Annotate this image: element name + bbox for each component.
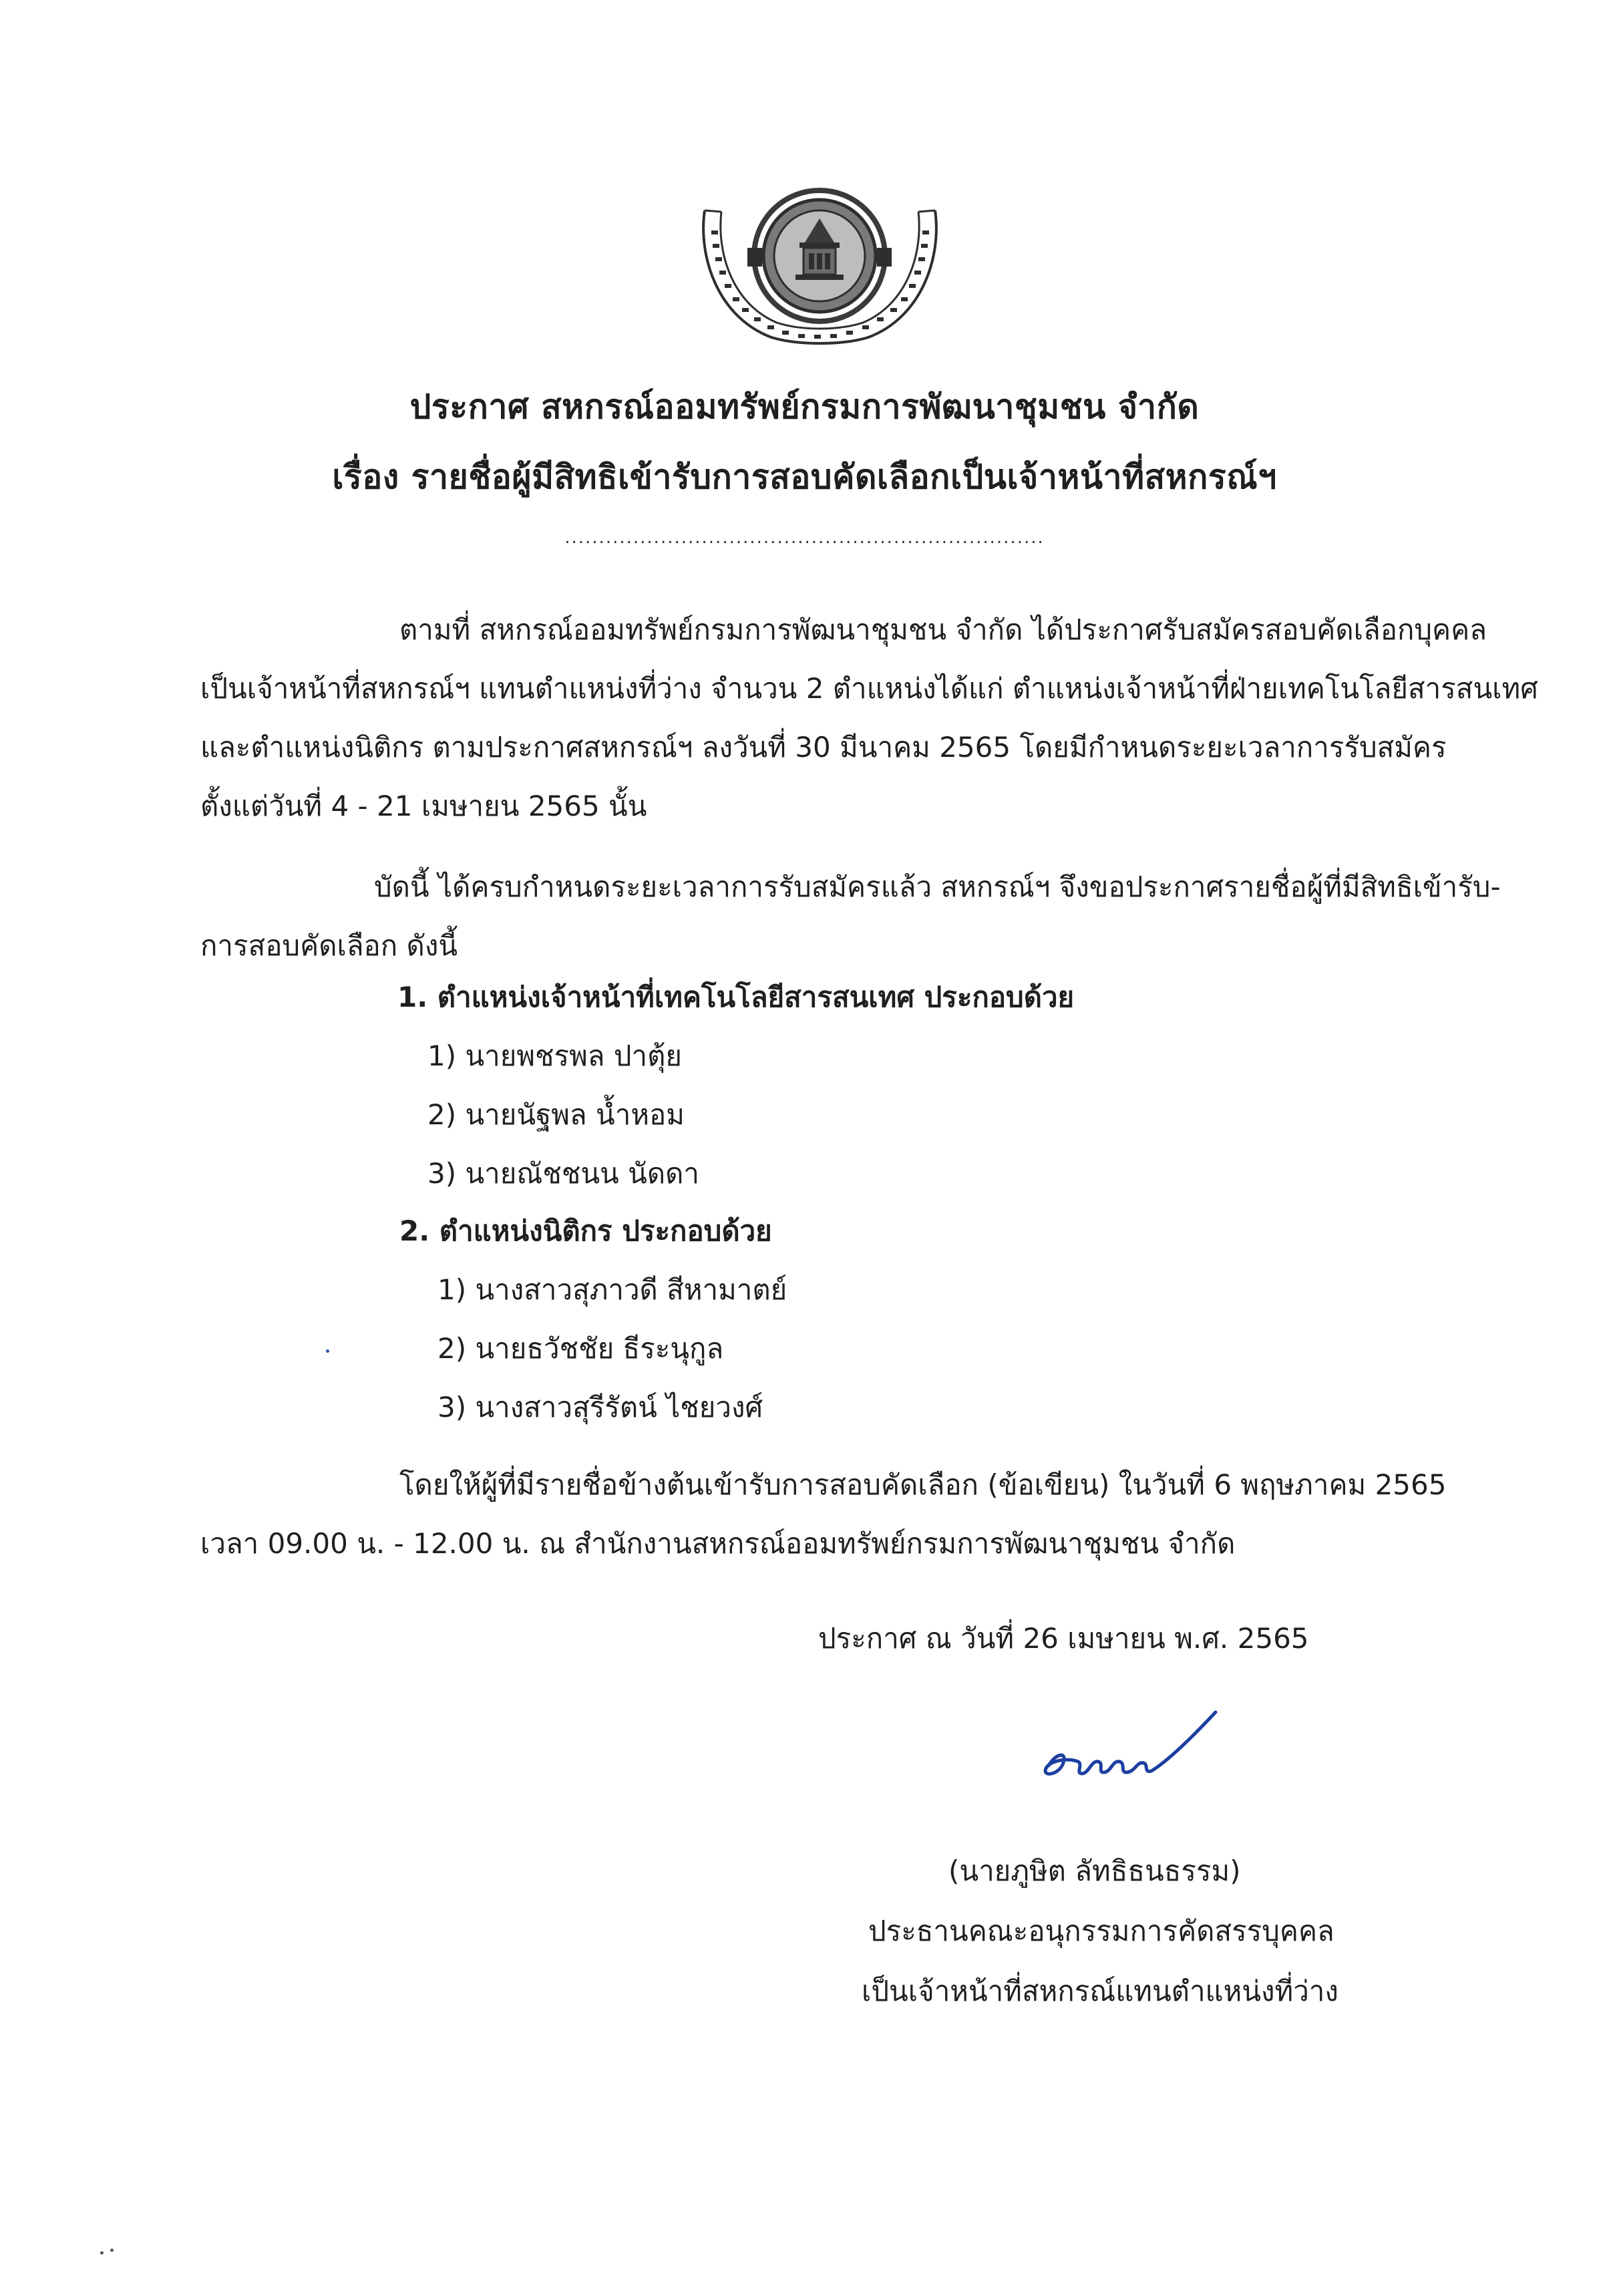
signer-name: (นายภูษิต ลัทธิธนธรรม) bbox=[948, 1854, 1241, 1887]
title-separator: ...................................................................... bbox=[564, 528, 1045, 548]
scan-speck bbox=[100, 2251, 104, 2255]
cooperative-seal-icon bbox=[691, 170, 948, 371]
section2-candidate: 1) นางสาวสุภาวดี สีหามาตย์ bbox=[437, 1273, 787, 1306]
section1-heading: 1. ตำแหน่งเจ้าหน้าที่เทคโนโลยีสารสนเทศ ประกอบด้วย bbox=[397, 981, 1075, 1013]
para1-line1: ตามที่ สหกรณ์ออมทรัพย์กรมการพัฒนาชุมชน จำกัด ได้ประกาศรับสมัครสอบคัดเลือกบุคคล bbox=[399, 613, 1487, 646]
handwritten-signature-icon bbox=[1035, 1707, 1229, 1794]
section1-candidate: 1) นายพชรพล ปาตุ้ย bbox=[427, 1039, 683, 1072]
section2-candidate: 2) นายธวัชชัย ธีระนุกูล bbox=[437, 1332, 724, 1365]
para3-line1: โดยให้ผู้ที่มีรายชื่อข้างต้นเข้ารับการสอบคัดเลือก (ข้อเขียน) ในวันที่ 6 พฤษภาคม 2565 bbox=[399, 1468, 1447, 1501]
section2-candidate: 3) นางสาวสุรีรัตน์ ไชยวงศ์ bbox=[437, 1391, 763, 1424]
para2-line2: การสอบคัดเลือก ดังนี้ bbox=[200, 929, 458, 962]
scan-speck bbox=[110, 2249, 114, 2252]
document-title: ประกาศ สหกรณ์ออมทรัพย์กรมการพัฒนาชุมชน จำกัด bbox=[409, 387, 1200, 426]
section1-candidate: 2) นายนัฐพล น้ำหอม bbox=[427, 1098, 685, 1131]
scan-speck bbox=[326, 1349, 329, 1353]
para3-line2: เวลา 09.00 น. - 12.00 น. ณ สำนักงานสหกรณ์ออมทรัพย์กรมการพัฒนาชุมชน จำกัด bbox=[200, 1527, 1236, 1560]
signer-title-line2: เป็นเจ้าหน้าที่สหกรณ์แทนตำแหน่งที่ว่าง bbox=[862, 1975, 1338, 2007]
para1-line4: ตั้งแต่วันที่ 4 - 21 เมษายน 2565 นั้น bbox=[200, 790, 647, 822]
section1-candidate: 3) นายณัชชนน นัดดา bbox=[427, 1157, 699, 1190]
signer-title-line1: ประธานคณะอนุกรรมการคัดสรรบุคคล bbox=[868, 1915, 1334, 1947]
announcement-date: ประกาศ ณ วันที่ 26 เมษายน พ.ศ. 2565 bbox=[818, 1622, 1309, 1655]
document-subject: เรื่อง รายชื่อผู้มีสิทธิเข้ารับการสอบคัดเลือกเป็นเจ้าหน้าที่สหกรณ์ฯ bbox=[332, 458, 1277, 496]
section2-heading: 2. ตำแหน่งนิติกร ประกอบด้วย bbox=[399, 1214, 772, 1247]
para1-line3: และตำแหน่งนิติกร ตามประกาศสหกรณ์ฯ ลงวันที่ 30 มีนาคม 2565 โดยมีกำหนดระยะเวลาการรับสมัคร bbox=[200, 731, 1447, 764]
para1-line2: เป็นเจ้าหน้าที่สหกรณ์ฯ แทนตำแหน่งที่ว่าง จำนวน 2 ตำแหน่งได้แก่ ตำแหน่งเจ้าหน้าที่ฝ่ายเทคโนโลยีสารสนเทศ bbox=[200, 672, 1538, 705]
para2-line1: บัดนี้ ได้ครบกำหนดระยะเวลาการรับสมัครแล้ว สหกรณ์ฯ จึงขอประกาศรายชื่อผู้ที่มีสิทธิเข้ารับ- bbox=[374, 870, 1501, 903]
